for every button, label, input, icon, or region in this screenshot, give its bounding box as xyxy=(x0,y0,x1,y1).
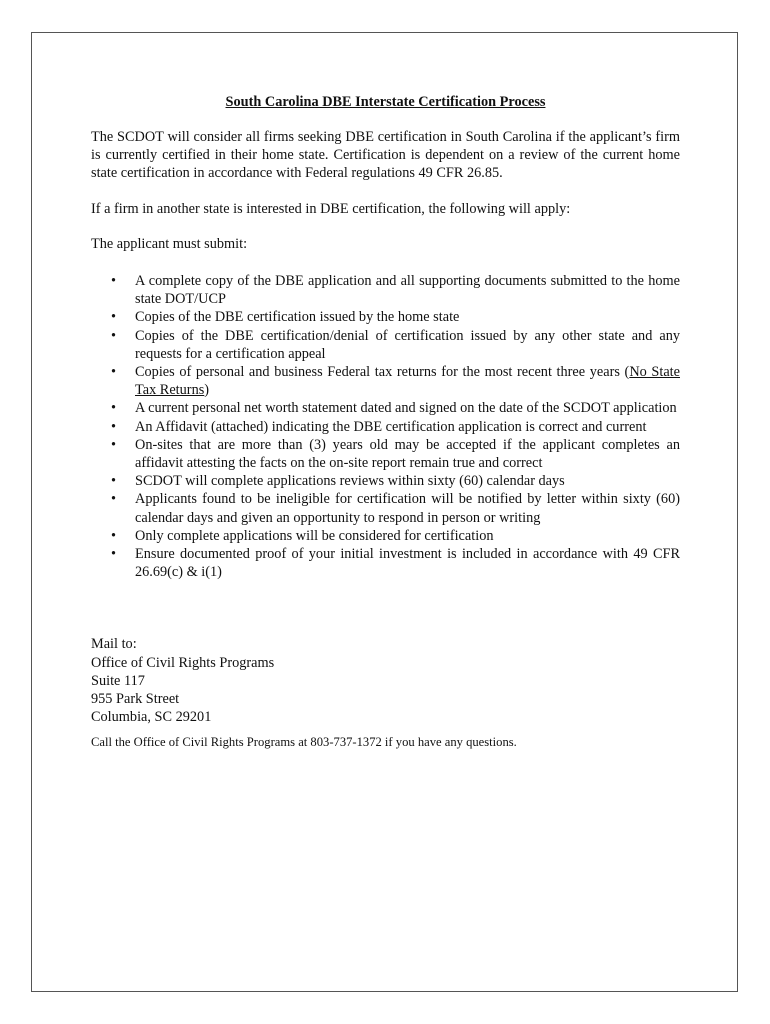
mail-to-label: Mail to: xyxy=(91,636,137,653)
bullet-icon: • xyxy=(111,400,117,417)
requirement-text: On-sites that are more than (3) years old may be accepted if the applicant completes an affidavit attesting the facts on the on-site report remain true and correct xyxy=(135,436,680,472)
apply-statement: If a firm in another state is interested in DBE certification, the following will apply: xyxy=(91,200,571,217)
requirement-text: Only complete applications will be considered for certification xyxy=(135,527,494,544)
requirement-item xyxy=(91,327,680,363)
requirement-text: Copies of the DBE certification issued by the home state xyxy=(135,309,460,326)
requirement-text: Copies of the DBE certification/denial of certification issued by any other state and any requests for a certification appeal xyxy=(135,327,680,362)
requirement-text-before: Copies of personal and business Federal tax returns for the most recent three years ( xyxy=(135,364,630,381)
requirement-item xyxy=(91,272,680,308)
requirement-text: Applicants found to be ineligible for certification will be notified by letter within sixty (60) calendar days and given an opportunity to respond in person or writing xyxy=(135,491,680,526)
mail-office: Office of Civil Rights Programs xyxy=(91,654,275,671)
requirement-text: SCDOT will complete applications reviews within sixty (60) calendar days xyxy=(135,473,565,490)
requirement-text: Ensure documented proof of your initial investment is included in accordance with 49 CFR 26.69(c) & i(1) xyxy=(135,546,680,581)
bullet-icon: • xyxy=(111,309,117,326)
requirement-item xyxy=(91,527,680,545)
requirement-item xyxy=(91,308,680,326)
must-submit-label: The applicant must submit: xyxy=(91,235,248,252)
bullet-icon: • xyxy=(111,364,117,381)
mailing-address xyxy=(91,635,680,726)
requirement-item xyxy=(91,418,680,436)
bullet-icon: • xyxy=(111,273,117,290)
requirements-list xyxy=(91,272,680,581)
requirement-text: An Affidavit (attached) indicating the DBE certification application is correct and current xyxy=(135,418,647,435)
requirement-text-after: ) xyxy=(204,382,210,399)
requirement-item xyxy=(91,545,680,581)
contact-line: Call the Office of Civil Rights Programs at 803-737-1372 if you have any questions. xyxy=(91,735,517,750)
requirement-item xyxy=(91,472,680,490)
document-title: South Carolina DBE Interstate Certification Process xyxy=(225,94,546,110)
bullet-icon: • xyxy=(111,436,117,453)
bullet-icon: • xyxy=(111,546,117,563)
requirement-item-tax-returns xyxy=(91,363,680,399)
bullet-icon: • xyxy=(111,418,117,435)
intro-paragraph: The SCDOT will consider all firms seeking DBE certification in South Carolina if the applicant’s firm is currently certified in their home state. Certification is dependent on a review of the current home state certification in accordance with Federal regulations 49 CFR 26.85. xyxy=(91,129,680,182)
bullet-icon: • xyxy=(111,527,117,544)
mail-street: 955 Park Street xyxy=(91,691,180,708)
requirement-item xyxy=(91,436,680,472)
bullet-icon: • xyxy=(111,491,117,508)
requirement-item xyxy=(91,399,680,417)
mail-suite: Suite 117 xyxy=(91,672,145,689)
document-body xyxy=(91,93,680,750)
requirement-text: A complete copy of the DBE application and all supporting documents submitted to the home state DOT/UCP xyxy=(135,273,680,308)
bullet-icon: • xyxy=(111,473,117,490)
mail-city: Columbia, SC 29201 xyxy=(91,709,212,726)
bullet-icon: • xyxy=(111,327,117,344)
no-state-tax-returns-note: No State Tax Returns xyxy=(135,364,680,399)
requirement-text: A current personal net worth statement dated and signed on the date of the SCDOT application xyxy=(135,400,677,417)
requirement-item xyxy=(91,490,680,526)
